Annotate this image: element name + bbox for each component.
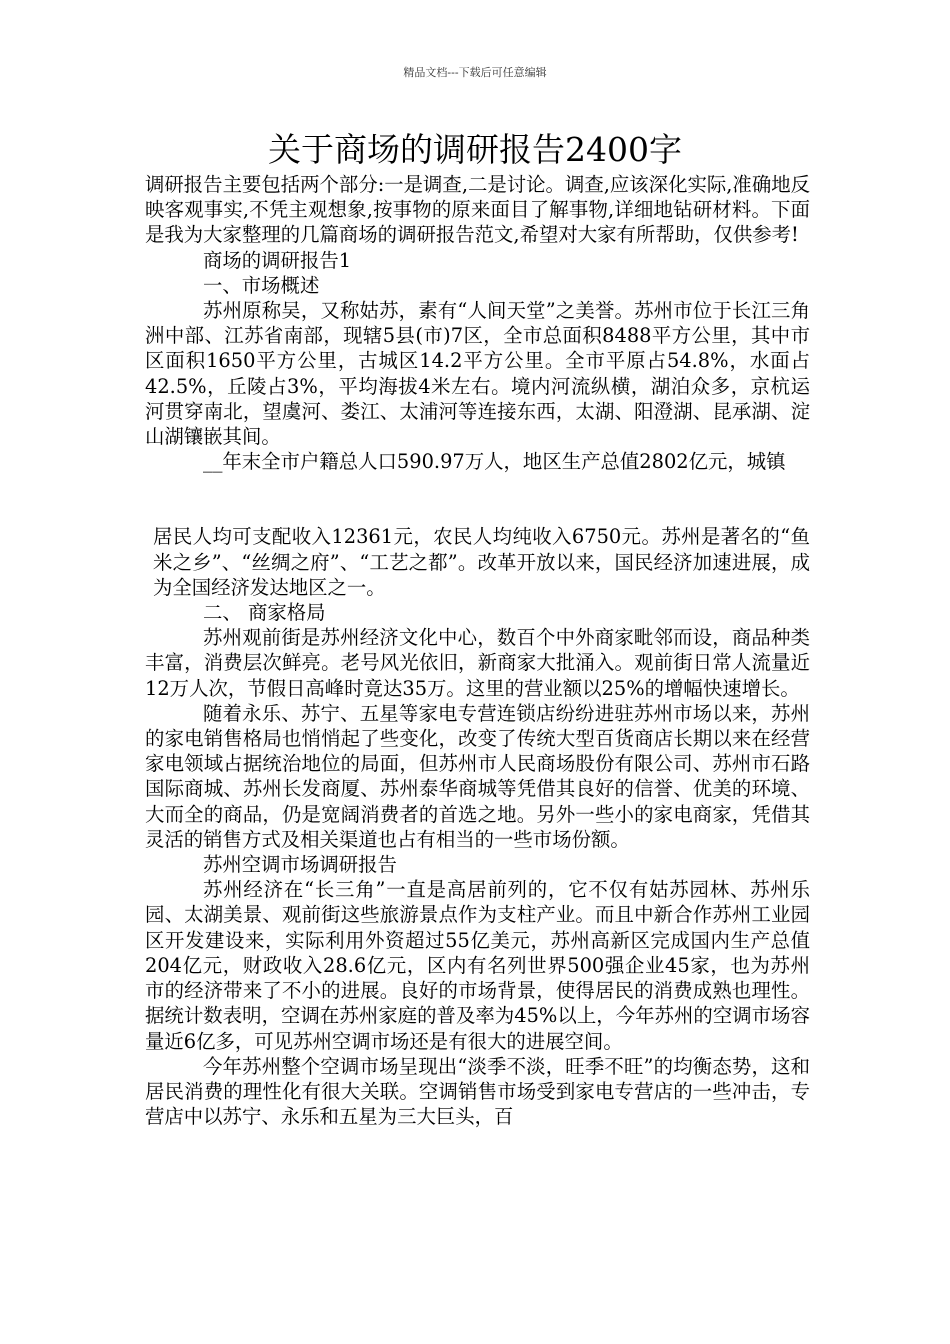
intro-paragraph: 调研报告主要包括两个部分:一是调查,二是讨论。调查,应该深化实际,准确地反映客观事实,不凭主观想象,按事物的原来面目了解事物,详细地钻研材料。下面是我为大家整理的几篇商场的调研报告范文,希望对大家有所帮助，仅供参考! (145, 173, 810, 247)
section-heading-ac-report: 苏州空调市场调研报告 (203, 853, 397, 877)
section-heading-market-overview: 一、市场概述 (203, 273, 320, 297)
section-heading-merchant-layout: 二、 商家格局 (203, 601, 326, 625)
paragraph-appliance-market: 随着永乐、苏宁、五星等家电专营连锁店纷纷进驻苏州市场以来，苏州的家电销售格局也悄悄起了些变化，改变了传统大型百货商店长期以来在经营家电领域占据统治地位的局面，但苏州市人民商场股份有限公司、苏州市石路国际商城、苏州长发商厦、苏州泰华商城等凭借其良好的信誉、优美的环境、大而全的商品，仍是宽阔消费者的首选之地。另外一些小的家电商家，凭借其灵活的销售方式及相关渠道也占有相当的一些市场份额。 (145, 701, 810, 851)
document-title: 关于商场的调研报告2400字 (268, 130, 682, 169)
paragraph-suzhou-overview: 苏州原称吴，又称姑苏，素有“人间天堂”之美誉。苏州市位于长江三角洲中部、江苏省南部，现辖5县(市)7区，全市总面积8488平方公里，其中市区面积1650平方公里，古城区14.2平方公里。全市平原占54.8%，水面占42.5%，丘陵占3%，平均海拔4米左右。境内河流纵横，湖泊众多，京杭运河贯穿南北，望虞河、娄江、太浦河等连接东西，太湖、阳澄湖、昆承湖、淀山湖镶嵌其间。 (145, 299, 810, 449)
paragraph-population: __年末全市户籍总人口590.97万人，地区生产总值2802亿元，城镇 (203, 450, 786, 474)
paragraph-suzhou-economy: 苏州经济在“长三角”一直是高居前列的，它不仅有姑苏园林、苏州乐园、太湖美景、观前街这些旅游景点作为支柱产业。而且中新合作苏州工业园区开发建设来，实际利用外资超过55亿美元，苏州高新区完成国内生产总值204亿元，财政收入28.6亿元，区内有名列世界500强企业45家，也为苏州市的经济带来了不小的进展。良好的市场背景，使得居民的消费成熟也理性。据统计数表明，空调在苏州家庭的普及率为45%以上，今年苏州的空调市场容量近6亿多，可见苏州空调市场还是有很大的进展空间。 (145, 878, 810, 1053)
section-heading-report-1: 商场的调研报告1 (203, 248, 352, 272)
document-body (145, 172, 810, 1129)
paragraph-ac-market-trend: 今年苏州整个空调市场呈现出“淡季不淡，旺季不旺”的均衡态势，这和居民消费的理性化有很大关联。空调销售市场受到家电专营店的一些冲击，专营店中以苏宁、永乐和五星为三大巨头，百 (145, 1054, 810, 1129)
page-break-gap (145, 474, 810, 524)
paragraph-income: 居民人均可支配收入12361元，农民人均纯收入6750元。苏州是著名的“鱼米之乡”、“丝绸之府”、“工艺之都”。改革开放以来，国民经济加速进展，成为全国经济发达地区之一。 (153, 525, 810, 599)
header-note: 精品文档---下载后可任意编辑 (403, 66, 547, 79)
paragraph-guanqian-street: 苏州观前街是苏州经济文化中心，数百个中外商家毗邻而设，商品种类丰富，消费层次鲜亮。老号风光依旧，新商家大批涌入。观前街日常人流量近12万人次，节假日高峰时竟达35万。这里的营业额以25%的增幅快速增长。 (145, 626, 810, 700)
